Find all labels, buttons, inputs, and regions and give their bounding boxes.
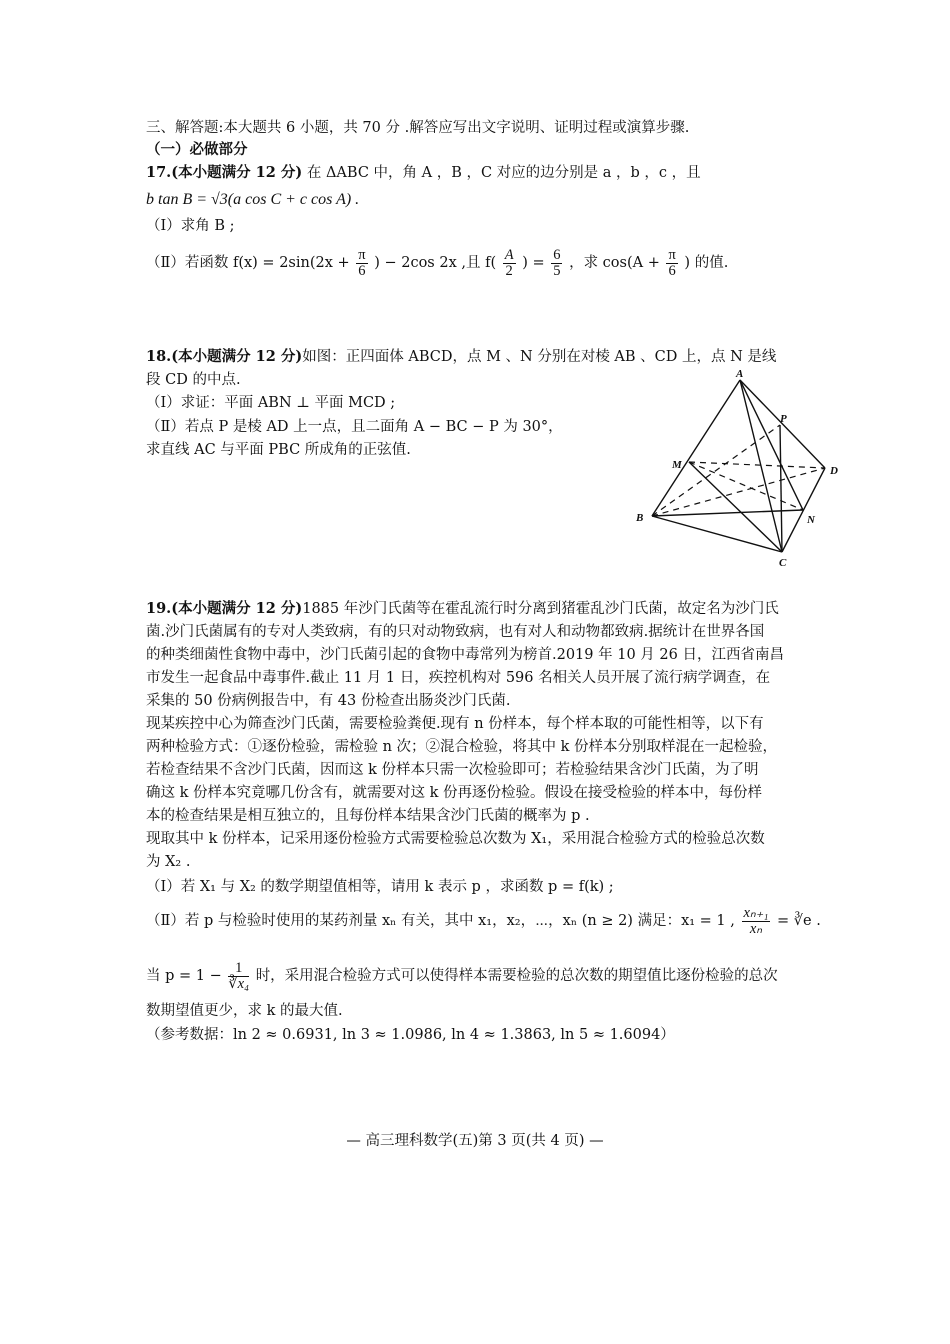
segment-AN: [740, 380, 803, 510]
label-P: P: [780, 413, 787, 425]
q19-text-3: 市发生一起食品中毒事件.截止 11 月 1 日，疾控机构对 596 名相关人员开展了流行病学调查，在: [146, 670, 771, 686]
q19-text-7: 若检查结果不含沙门氏菌，因而这 k 份样本只需一次检验即可；若检验结果含沙门氏菌，为了明: [146, 762, 759, 778]
segment-PC: [780, 425, 782, 552]
q17-number: 17.: [146, 164, 172, 181]
segment-MN: [689, 462, 803, 510]
label-C: C: [779, 557, 787, 569]
q18-part1: （Ⅰ）求证：平面 ABN ⊥ 平面 MCD ;: [146, 395, 396, 411]
q17-part2-e: ) 的值.: [684, 255, 729, 271]
q17-frac-A2: $\frac{A}{2}$: [504, 246, 514, 279]
q17-line1: [146, 162, 701, 184]
q19-text-5: 现某疾控中心为筛查沙门氏菌，需要检验粪便.现有 n 份样本，每个样本取的可能性相等，以下有: [146, 716, 764, 732]
q19-text-2: 的种类细菌性食物中毒中，沙门氏菌引起的食物中毒常列为榜首.2019 年 10 月 26 日，江西省南昌: [146, 647, 784, 663]
q19-part2-b: [146, 958, 778, 994]
section-header: 三、解答题:本大题共 6 小题，共 70 分 .解答应写出文字说明、证明过程或演算步骤.: [146, 120, 690, 136]
q17-condition: b tan B = √3(a cos C + c cos A) .: [146, 191, 360, 208]
q18-line1: [146, 346, 776, 368]
q18-text: 如图：正四面体 ABCD，点 M 、N 分别在对棱 AB 、CD 上，点 N 是线: [302, 349, 777, 365]
q19-text-10: 现取其中 k 份样本，记采用逐份检验方式需要检验总次数为 X₁，采用混合检验方式的检验总次数: [146, 831, 765, 847]
q19-part2-a: （Ⅱ）若 p 与检验时使用的某药剂量 xₙ 有关，其中 x₁，x₂，⋯，xₙ (n ≥ 2) 满足：x₁ = 1 ,: [146, 913, 735, 929]
q19-line1: [146, 598, 779, 620]
q18-number: 18.: [146, 348, 172, 365]
q19-frac-root: $\frac{1}{\text{∛x₄}}$: [228, 959, 250, 992]
q17-part2-a: （Ⅱ）若函数 f(x) = 2sin(2x +: [146, 255, 350, 271]
q19-part1: （Ⅰ）若 X₁ 与 X₂ 的数学期望值相等，请用 k 表示 p ，求函数 p = f(k) ;: [146, 879, 614, 895]
q19-ref-data: （参考数据：ln 2 ≈ 0.6931, ln 3 ≈ 1.0986, ln 4 ≈ 1.3863, ln 5 ≈ 1.6094）: [146, 1027, 675, 1043]
q17-frac-65: $\frac{6}{5}$: [553, 246, 561, 279]
q18-points: (本小题满分 12 分): [171, 348, 303, 365]
segment-MD: [689, 462, 825, 468]
q19-text-6: 两种检验方式：①逐份检验，需检验 n 次；②混合检验，将其中 k 份样本分别取样混在一起检验，: [146, 739, 778, 755]
label-N: N: [807, 514, 815, 526]
segment-BN: [652, 510, 803, 516]
q19-part2: [146, 902, 821, 940]
q19-part2-b1: 当 p = 1 −: [146, 968, 222, 984]
q19-text-4: 采集的 50 份病例报告中，有 43 份检查出肠炎沙门氏菌.: [146, 693, 511, 709]
q18-part2b: 求直线 AC 与平面 PBC 所成角的正弦值.: [146, 442, 411, 458]
section-subheader: （一）必做部分: [146, 141, 248, 158]
q17-frac-pi6: $\frac{\pi}{6}$: [358, 246, 366, 279]
q19-text-0: 1885 年沙门氏菌等在霍乱流行时分离到猪霍乱沙门氏菌，故定名为沙门氏: [302, 601, 779, 617]
q19-part2-b2: 时，采用混合检验方式可以使得样本需要检验的总次数的期望值比逐份检验的总次: [255, 968, 778, 984]
q17-points: (本小题满分 12 分): [171, 164, 303, 181]
q18-line2: 段 CD 的中点.: [146, 372, 241, 388]
q17-part1: （Ⅰ）求角 B ;: [146, 218, 235, 234]
label-B: B: [636, 512, 644, 524]
q19-text-8: 确这 k 份样本究竟哪几份含有，就需要对这 k 份再逐份检验。假设在接受检验的样本中，每份样: [146, 785, 763, 801]
q19-part2-eq: = ∛e .: [777, 913, 821, 929]
q19-number: 19.: [146, 600, 172, 617]
label-M: M: [672, 459, 682, 471]
q17-frac-pi6b: $\frac{\pi}{6}$: [668, 246, 676, 279]
q17-part2: [146, 246, 728, 280]
q19-points: (本小题满分 12 分): [171, 600, 303, 617]
q17-part2-b: ) − 2cos 2x ,且 f(: [374, 255, 497, 271]
q19-text-9: 本的检查结果是相互独立的，且每份样本结果含沙门氏菌的概率为 p .: [146, 808, 590, 824]
label-A: A: [736, 370, 744, 380]
q17-intro: 在 ΔABC 中，角 A ，B ，C 对应的边分别是 a ，b ，c ，且: [306, 165, 701, 181]
label-D: D: [830, 465, 838, 477]
q19-text-1: 菌.沙门氏菌属有的专对人类致病，有的只对动物致病，也有对人和动物都致病.据统计在世界各国: [146, 624, 765, 640]
page-footer: — 高三理科数学(五)第 3 页(共 4 页) —: [346, 1133, 604, 1149]
tetrahedron-figure: [630, 370, 850, 570]
q17-part2-d: ，求 cos(A +: [569, 255, 660, 271]
q19-frac-ratio: $\frac{\text{xₙ₊₁}}{\text{xₙ}}$: [743, 904, 769, 937]
q18-part2: （Ⅱ）若点 P 是棱 AD 上一点，且二面角 A − BC − P 为 30°，: [146, 419, 563, 435]
q19-part2-c: 数期望值更少，求 k 的最大值.: [146, 1003, 343, 1019]
edge-AC: [740, 380, 782, 552]
q19-text-11: 为 X₂ .: [146, 854, 191, 870]
q17-part2-c: ) =: [522, 255, 545, 271]
